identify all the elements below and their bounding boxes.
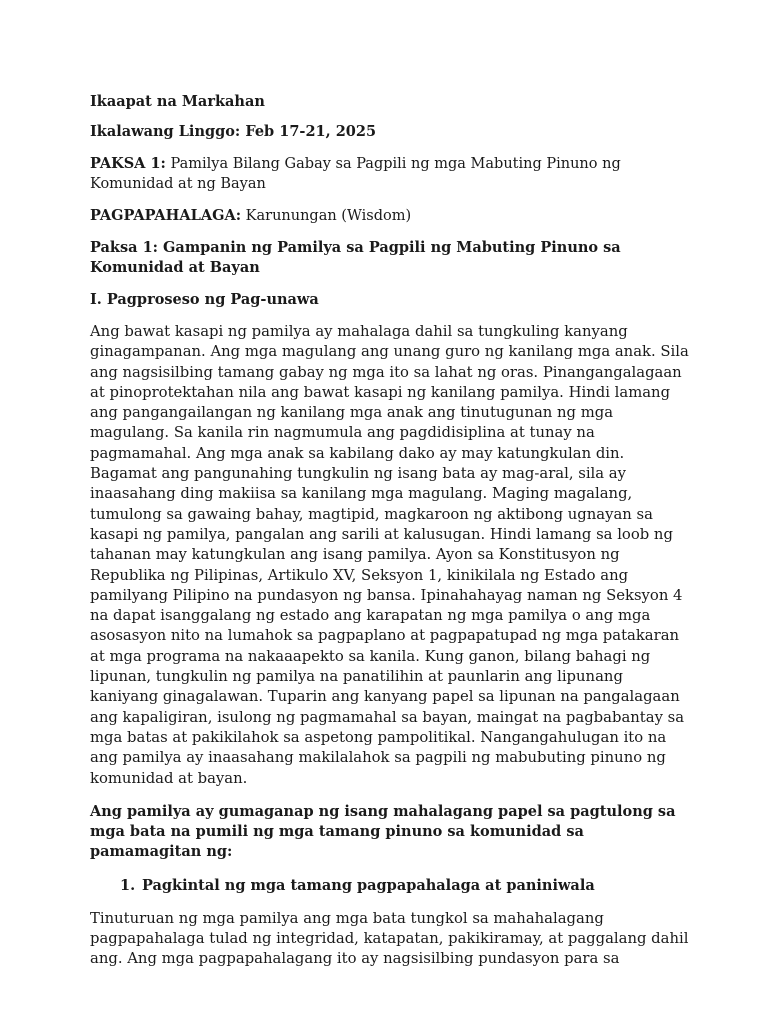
list-item-text: Pagkintal ng mga tamang pagpapahalaga at paniniwala (142, 876, 595, 894)
topic-text: Pamilya Bilang Gabay sa Pagpili ng mga Mabuting Pinuno ng Komunidad at ng Bayan (90, 156, 621, 192)
body-paragraph-2: Tinuturuan ng mga pamilya ang mga bata tungkol sa mahahalagang pagpapahalaga tulad ng integridad, katapatan, pakikiramay, at paggalang dahil ang. Ang mga pagpapahalagang ito ay nagsisilbing pundasyon para sa (90, 909, 689, 968)
topic-label: PAKSA 1: (90, 155, 166, 172)
value-label: PAGPAPAHALAGA: (90, 207, 242, 224)
topic-line (90, 154, 690, 194)
document-page (90, 92, 690, 970)
value-text: Karunungan (Wisdom) (245, 208, 412, 224)
body-paragraph-1: Ang bawat kasapi ng pamilya ay mahalaga dahil sa tungkuling kanyang ginagampanan. Ang mga magulang ang unang guro ng kanilang mga anak. Sila ang nagsisilbing tamang gabay ng mga ito sa lahat ng oras. Pinangangalagaan at pinoprotektahan nila ang bawat kasapi ng kanilang pamilya. Hindi lamang ang pangangailangan ng kanilang mga anak ang tinutugunan ng mga magulang. Sa kanila rin nagmumula ang pagdidisiplina at tunay na pagmamahal. Ang mga anak sa kabilang dako ay may katungkulan din. Bagamat ang pangunahing tungkulin ng isang bata ay mag-aral, sila ay inaasahang ding makiisa sa kanilang mga magulang. Maging magalang, tumulong sa gawaing bahay, magtipid, magkaroon ng aktibong ugnayan sa kasapi ng pamilya, pangalan ang sarili at kalusugan. Hindi lamang sa loob ng tahanan may katungkulan ang isang pamilya. Ayon sa Konstitusyon ng Republika ng Pilipinas, Artikulo XV, Seksyon 1, kinikilala ng Estado ang pamilyang Pilipino na pundasyon ng bansa. Ipinahahayag naman ng Seksyon 4 na dapat isanggalang ng estado ang karapatan ng mga pamilya o ang mga asosasyon nito na lumahok sa pagpaplano at pagpapatupad ng mga patakaran at mga programa na nakaaapekto sa kanila. Kung ganon, bilang bahagi ng lipunan, tungkulin ng pamilya na panatilihin at paunlarin ang lipunang kaniyang ginagalawan. Tuparin ang kanyang papel sa lipunan na pangalagaan ang kapaligiran, isulong ng pagmamahal sa bayan, maingat na pagbabantay sa mga batas at pakikilahok sa aspetong pampolitikal. Nangangahulugan ito na ang pamilya ay inaasahang makilalahok sa pagpili ng mabubuting pinuno ng komunidad at bayan. (90, 323, 689, 787)
section-title: I. Pagproseso ng Pag-unawa (90, 291, 319, 308)
week-heading: Ikalawang Linggo: Feb 17-21, 2025 (90, 123, 377, 140)
list-item-1 (90, 876, 690, 896)
value-line (90, 206, 690, 226)
lesson-title: Paksa 1: Gampanin ng Pamilya sa Pagpili ng Mabuting Pinuno sa Komunidad at Bayan (90, 239, 621, 276)
list-number: 1. (120, 876, 136, 894)
quarter-heading: Ikaapat na Markahan (90, 93, 265, 110)
bold-statement: Ang pamilya ay gumaganap ng isang mahalagang papel sa pagtulong sa mga bata na pumili ng mga tamang pinuno sa komunidad sa pamamagitan ng: (90, 802, 676, 860)
